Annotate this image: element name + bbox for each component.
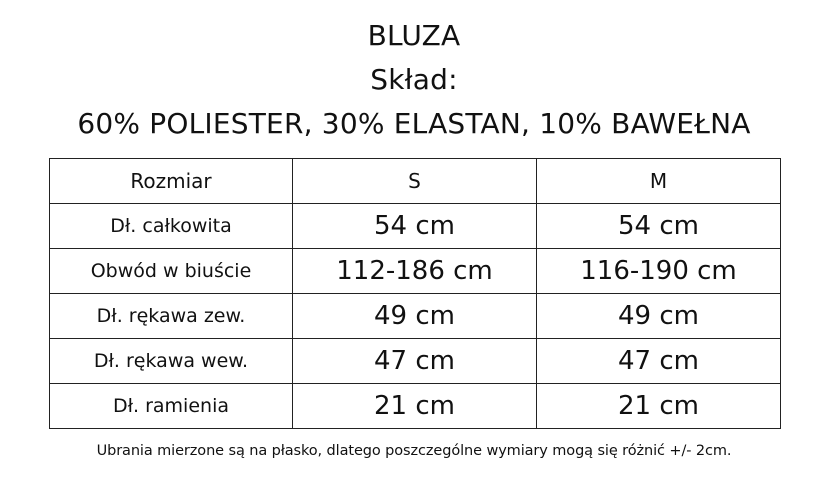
value-s: 21 cm	[293, 384, 537, 429]
value-s: 112-186 cm	[293, 249, 537, 294]
footnote: Ubrania mierzone są na płasko, dlatego poszczególne wymiary mogą się różnić +/- 2cm.	[96, 443, 732, 459]
value-s: 54 cm	[293, 204, 537, 249]
value-s: 47 cm	[293, 339, 537, 384]
table-row	[50, 339, 781, 384]
header-s: S	[293, 159, 537, 204]
size-table	[49, 158, 781, 429]
value-s: 49 cm	[293, 294, 537, 339]
row-label: Dł. rękawa wew.	[50, 339, 293, 384]
value-m: 47 cm	[537, 339, 781, 384]
table-header-row	[50, 159, 781, 204]
row-label: Dł. ramienia	[50, 384, 293, 429]
header-size: Rozmiar	[50, 159, 293, 204]
row-label: Dł. całkowita	[50, 204, 293, 249]
value-m: 116-190 cm	[537, 249, 781, 294]
table-row	[50, 249, 781, 294]
product-title: BLUZA	[367, 19, 461, 52]
row-label: Obwód w biuście	[50, 249, 293, 294]
value-m: 49 cm	[537, 294, 781, 339]
value-m: 21 cm	[537, 384, 781, 429]
value-m: 54 cm	[537, 204, 781, 249]
table-row	[50, 384, 781, 429]
row-label: Dł. rękawa zew.	[50, 294, 293, 339]
table-row	[50, 204, 781, 249]
header-m: M	[537, 159, 781, 204]
title-block	[0, 14, 828, 146]
composition-text: 60% POLIESTER, 30% ELASTAN, 10% BAWEŁNA	[77, 107, 751, 140]
table-row	[50, 294, 781, 339]
composition-label: Skład:	[370, 63, 458, 96]
